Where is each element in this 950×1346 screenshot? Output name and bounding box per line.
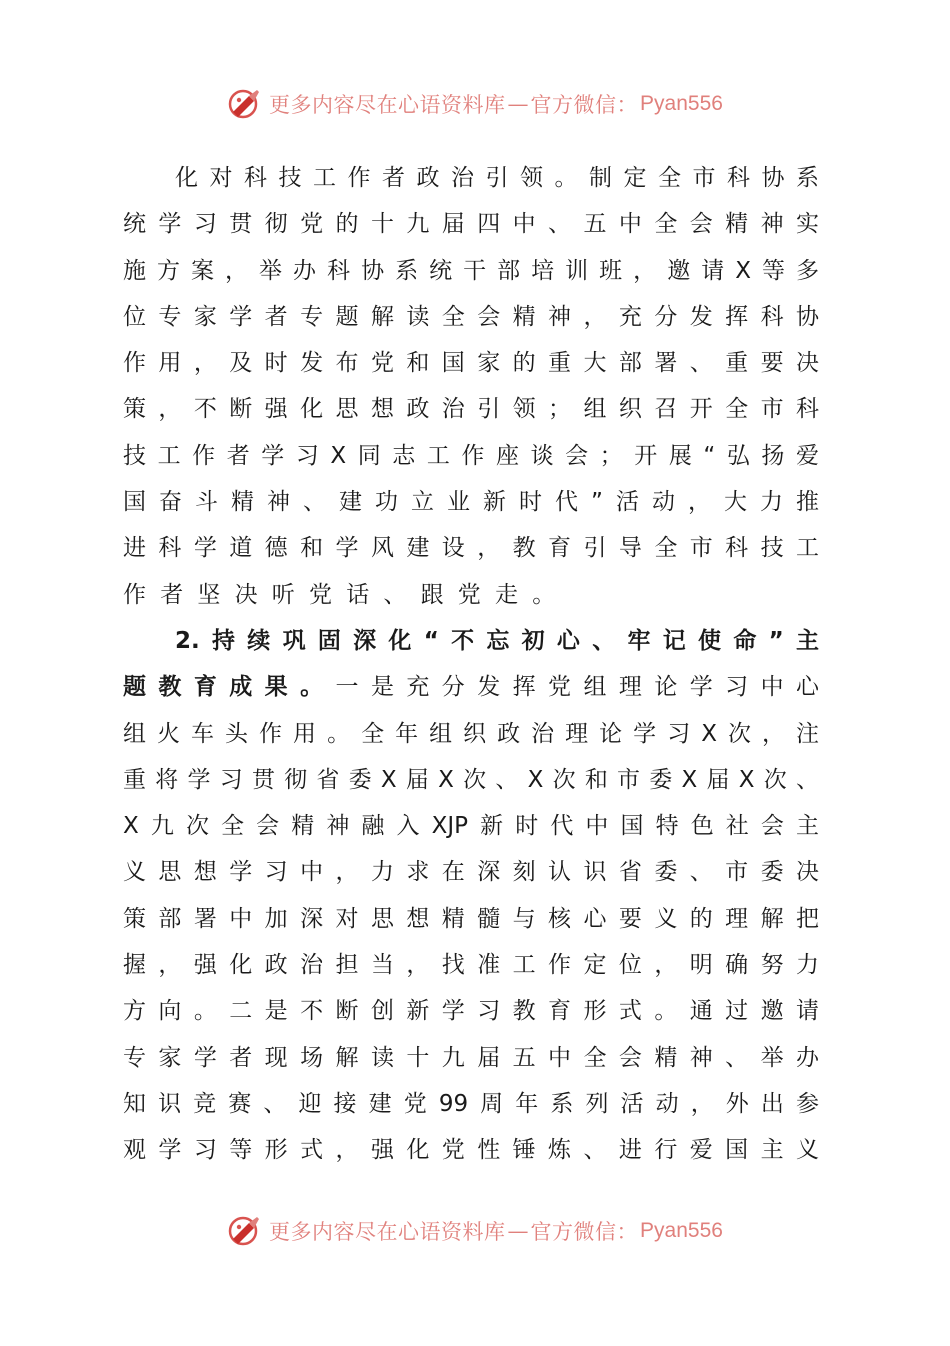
body-line: 方向。二是不断创新学习教育形式。通过邀请 (123, 998, 819, 1025)
body-line: 作用，及时发布党和国家的重大部署、重要决 (123, 350, 819, 377)
body-line: 知识竞赛、迎接建党99周年系列活动，外出参 (123, 1090, 819, 1117)
banner-official-text: 官方微信： (530, 1220, 639, 1244)
body-line: X九次全会精神融入XJP新时代中国特色社会主 (123, 813, 819, 840)
body-line: 义思想学习中，力求在深刻认识省委、市委决 (123, 859, 819, 886)
body-line: 技工作者学习X同志工作座谈会；开展“弘扬爱 (123, 442, 819, 469)
banner-dash: — (507, 1219, 529, 1243)
body-line: 策部署中加深对思想精髓与核心要义的理解把 (123, 905, 819, 932)
document-body (123, 155, 819, 1174)
banner-wechat-id: Pyan556 (640, 1219, 723, 1242)
section-heading-end: 题教育成果。 (123, 674, 336, 701)
body-line: 统学习贯彻党的十九届四中、五中全会精神实 (123, 211, 819, 238)
banner-dash: — (507, 92, 529, 116)
body-line: 组火车头作用。全年组织政治理论学习X次，注 (123, 720, 819, 747)
banner-site-text: 更多内容尽在心语资料库 (269, 1220, 506, 1244)
body-line: 策，不断强化思想政治引领；组织召开全市科 (123, 396, 819, 423)
banner-site-text: 更多内容尽在心语资料库 (269, 93, 506, 117)
body-line: 作者坚决听党话、跟党走。 (123, 581, 570, 608)
body-line: 化对科技工作者政治引领。制定全市科协系 (175, 165, 819, 191)
body-line: 位专家学者专题解读全会精神，充分发挥科协 (123, 303, 819, 330)
body-line: 专家学者现场解读十九届五中全会精神、举办 (123, 1044, 819, 1071)
pen-logo-icon (227, 86, 263, 122)
body-line: 国奋斗精神、建功立业新时代”活动，大力推 (123, 489, 819, 516)
body-line: 施方案，举办科协系统干部培训班，邀请X等多 (123, 257, 819, 284)
body-line: 题教育成果。一是充分发挥党组理论学习中心 (123, 674, 820, 701)
body-line: 重将学习贯彻省委X届X次、X次和市委X届X次、 (123, 766, 819, 793)
header-watermark-banner (0, 82, 950, 126)
body-line: 进科学道德和学风建设，教育引导全市科技工 (123, 535, 819, 562)
footer-watermark-banner (0, 1209, 950, 1253)
body-line: 观学习等形式，强化党性锤炼、进行爱国主义 (123, 1137, 819, 1164)
body-line: 握，强化政治担当，找准工作定位，明确努力 (123, 952, 819, 979)
banner-wechat-id: Pyan556 (640, 92, 723, 115)
pen-logo-icon (227, 1213, 263, 1249)
banner-official-text: 官方微信： (530, 93, 639, 117)
section-heading: 2.持续巩固深化“不忘初心、牢记使命”主 (175, 627, 819, 654)
